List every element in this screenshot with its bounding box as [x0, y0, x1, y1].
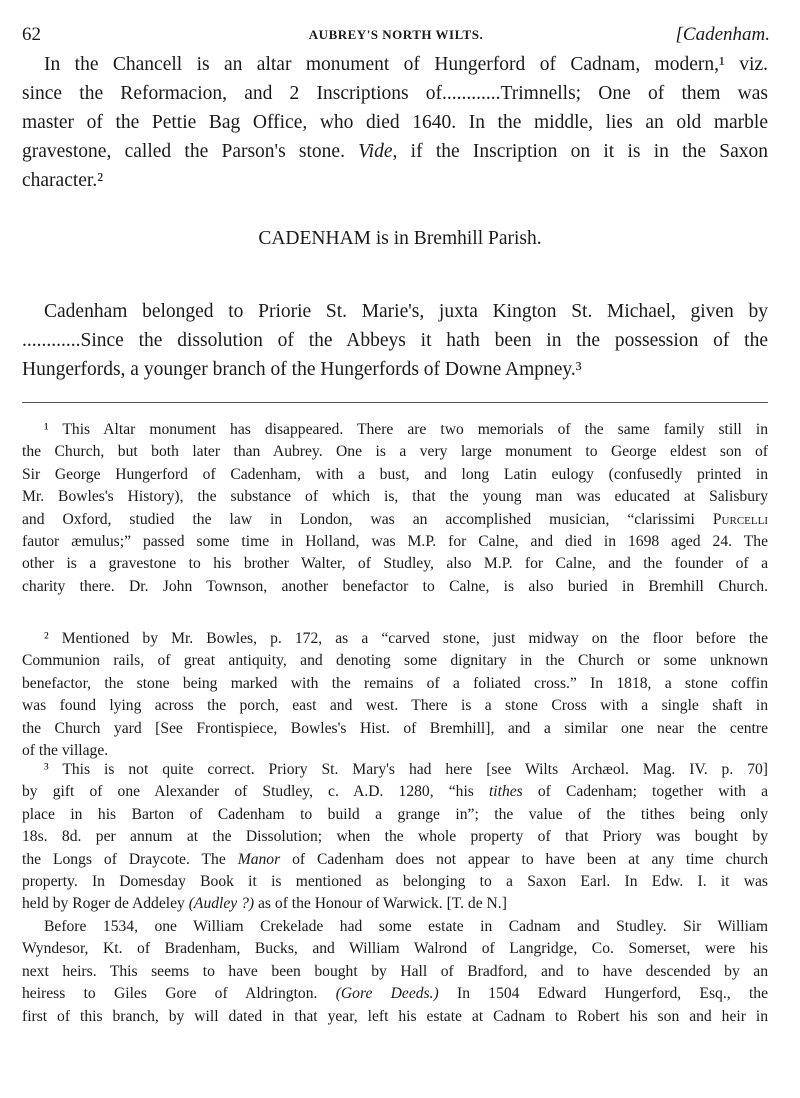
text-line	[22, 1006, 768, 1028]
text-line	[22, 650, 768, 672]
section-heading: CADENHAM is in Bremhill Parish.	[258, 228, 542, 249]
text-line	[22, 486, 768, 508]
text-segment: ³ This is not quite correct. Priory St. Mary's had here [see Wilts Archæol. Mag. IV. p. 70]	[44, 761, 768, 778]
text-line	[22, 983, 768, 1005]
text-line	[22, 419, 768, 441]
text-line	[22, 628, 768, 650]
text-line	[22, 673, 768, 695]
text-line	[22, 576, 768, 598]
text-segment: 18s. 8d. per annum at the Dissolution; when the whole property of that Priory was bought by	[22, 828, 768, 846]
text-segment: of the village.	[22, 741, 109, 759]
text-line	[22, 781, 768, 803]
text-segment: the Longs of Draycote. The	[22, 850, 238, 868]
italic-text: (Audley ?)	[188, 895, 255, 913]
text-segment: place in his Barton of Cadenham to build a grange in”; the value of the tithes being only	[22, 805, 768, 823]
text-line	[22, 79, 768, 108]
text-line	[22, 695, 768, 717]
text-line	[22, 108, 768, 137]
text-line	[22, 531, 768, 553]
text-line	[22, 759, 768, 781]
text-line	[22, 137, 768, 166]
text-segment: the Church yard [See Frontispiece, Bowles's Hist. of Bremhill], and a similar one near the centre	[22, 719, 768, 737]
text-segment: was found lying across the porch, east and west. There is a stone Cross with a single shaft in	[22, 697, 768, 715]
section-marker: [Cadenham.	[675, 24, 770, 45]
italic-text: Manor	[237, 850, 281, 868]
text-line	[22, 916, 768, 938]
text-line	[22, 718, 768, 740]
text-line	[22, 297, 768, 326]
text-line	[22, 50, 768, 79]
text-line	[22, 826, 768, 848]
text-segment: charity there. Dr. John Townson, another benefactor to Calne, is also buried in Bremhill Church.	[22, 577, 768, 595]
text-segment: heiress to Giles Gore of Aldrington.	[22, 985, 336, 1003]
text-line	[22, 509, 768, 531]
text-segment: property. In Domesday Book it is mentioned as belonging to a Saxon Earl. In Edw. I. it was	[22, 872, 768, 890]
text-segment: since the Reformacion, and 2 Inscriptions of............Trimnells; One of them was	[22, 83, 768, 104]
text-segment: Sir George Hungerford of Cadenham, with a bust, and long Latin eulogy (confusedly printed in	[22, 465, 768, 483]
text-line	[22, 871, 768, 893]
text-segment: ¹ This Altar monument has disappeared. There are two memorials of the same family still in	[44, 421, 768, 438]
text-segment: of Cadenham does not appear to have been at any time church	[280, 850, 768, 868]
text-line	[22, 849, 768, 871]
text-segment: character.²	[22, 170, 104, 191]
italic-text: Vide	[358, 141, 393, 162]
text-segment: by gift of one Alexander of Studley, c. A.D. 1280, “his	[22, 783, 489, 801]
text-segment: Before 1534, one William Crekelade had some estate in Cadnam and Studley. Sir William	[44, 918, 768, 935]
text-segment: next heirs. This seems to have been bought by Hall of Bradford, and to have descended by an	[22, 962, 768, 980]
text-segment: Hungerfords, a younger branch of the Hungerfords of Downe Ampney.³	[22, 359, 582, 380]
text-segment: benefactor, the stone being marked with the remains of a foliated cross.” In 1818, a stone coffin	[22, 674, 768, 692]
text-segment: the Church, but both later than Aubrey. One is a very large monument to George eldest son of	[22, 443, 768, 461]
footnote-divider	[22, 402, 768, 403]
paragraph-chancell	[22, 50, 768, 195]
text-segment: held by Roger de Addeley	[22, 895, 189, 913]
running-title: AUBREY'S NORTH WILTS.	[308, 27, 484, 42]
text-line	[22, 893, 768, 915]
text-segment: Communion rails, of great antiquity, and denoting some dignitary in the Church or some unknown	[22, 652, 768, 670]
footnote-3-continued	[22, 916, 768, 1028]
small-caps-text: Purcelli	[712, 510, 768, 528]
text-segment: Wyndesor, Kt. of Bradenham, Bucks, and William Walrond of Langridge, Co. Somerset, were his	[22, 940, 768, 958]
text-segment: other is a gravestone to his brother Walter, of Studley, also M.P. for Calne, and the founder of a	[22, 555, 768, 573]
text-segment: ² Mentioned by Mr. Bowles, p. 172, as a “carved stone, just midway on the floor before the	[44, 630, 768, 647]
text-segment: as of the Honour of Warwick. [T. de N.]	[254, 895, 507, 913]
text-segment: of Cadenham; together with a	[522, 783, 768, 801]
text-line	[22, 553, 768, 575]
text-line	[22, 355, 768, 384]
page-number: 62	[22, 24, 41, 45]
page-header	[22, 24, 770, 50]
text-segment: master of the Pettie Bag Office, who died 1640. In the middle, lies an old marble	[22, 112, 768, 133]
footnote-2	[22, 628, 768, 762]
footnote-3	[22, 759, 768, 916]
text-segment: In 1504 Edward Hungerford, Esq., the	[438, 985, 768, 1003]
text-line	[22, 938, 768, 960]
text-segment: , if the Inscription on it is in the Saxon	[392, 141, 768, 162]
italic-text: (Gore Deeds.)	[335, 985, 439, 1003]
text-segment: fautor æmulus;” passed some time in Holland, was M.P. for Calne, and died in 1698 aged 24. The	[22, 532, 768, 550]
text-segment: gravestone, called the Parson's stone.	[22, 141, 359, 162]
text-line	[22, 464, 768, 486]
text-segment: and Oxford, studied the law in London, was an accomplished musician, “clarissimi	[22, 510, 713, 528]
text-line	[22, 804, 768, 826]
paragraph-cadenham	[22, 297, 768, 384]
text-line	[22, 961, 768, 983]
text-segment: In the Chancell is an altar monument of Hungerford of Cadnam, modern,¹ viz.	[44, 54, 768, 75]
text-line	[22, 326, 768, 355]
text-segment: first of this branch, by will dated in that year, left his estate at Cadnam to Robert his son and heir in	[22, 1007, 768, 1025]
footnote-1	[22, 419, 768, 598]
text-segment: ............Since the dissolution of the Abbeys it hath been in the possession of the	[22, 330, 768, 351]
italic-text: tithes	[488, 783, 523, 801]
text-line	[22, 166, 768, 195]
text-segment: Cadenham belonged to Priorie St. Marie's, juxta Kington St. Michael, given by	[44, 301, 768, 322]
text-line	[22, 441, 768, 463]
text-segment: Mr. Bowles's History), the substance of which is, that the young man was educated at Salisbury	[22, 488, 768, 506]
